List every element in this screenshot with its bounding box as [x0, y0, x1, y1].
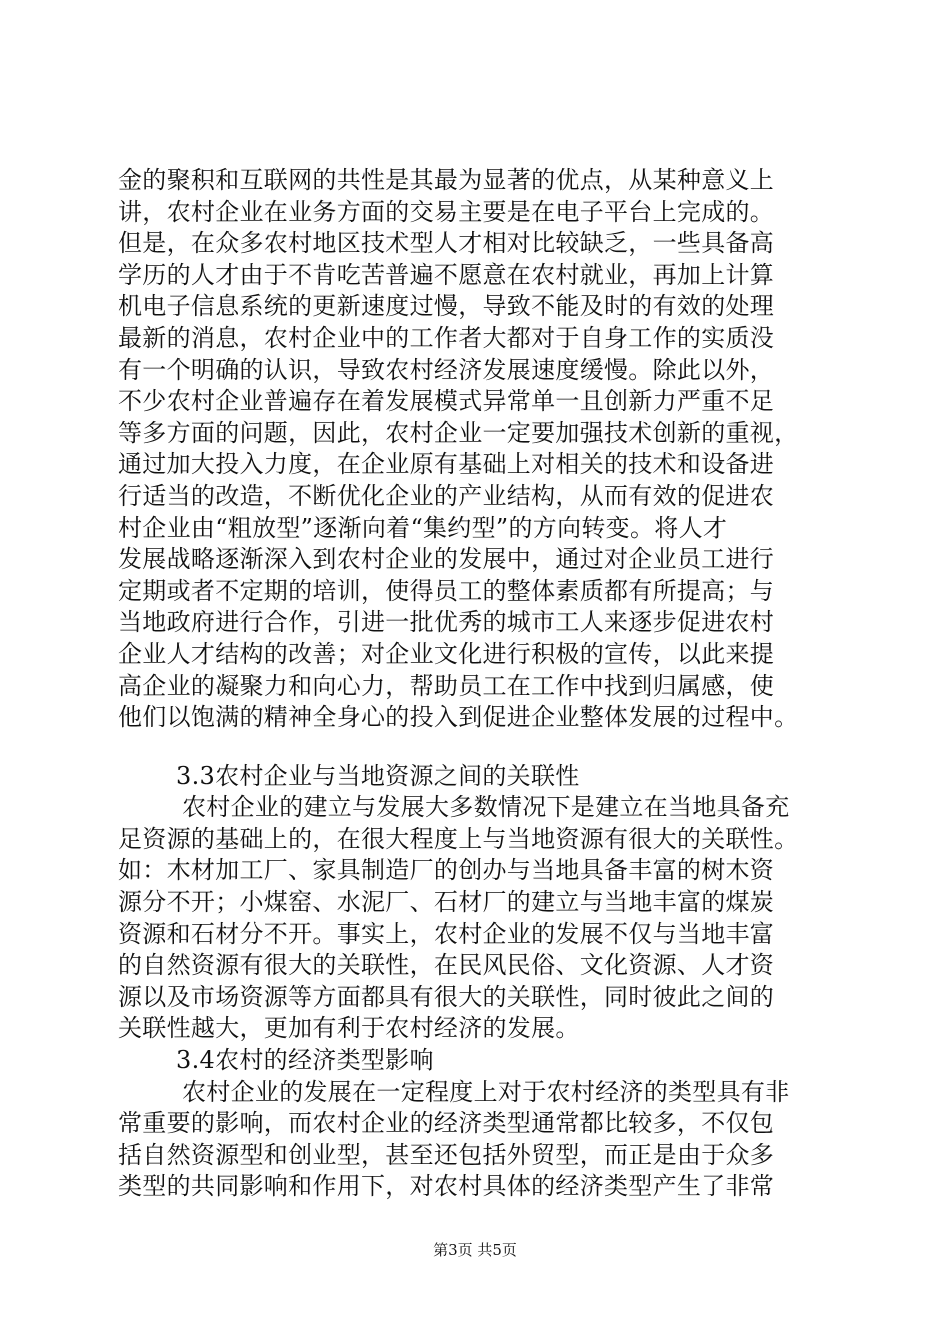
- text-line: 的自然资源有很大的关联性，在民风民俗、文化资源、人才资: [118, 951, 775, 980]
- text-line: 企业人才结构的改善；对企业文化进行积极的宣传，以此来提: [118, 639, 775, 668]
- text-line: 类型的共同影响和作用下，对农村具体的经济类型产生了非常: [118, 1172, 775, 1201]
- text-line: 关联性越大，更加有利于农村经济的发展。: [118, 1014, 580, 1043]
- text-line: 源分不开；小煤窑、水泥厂、石材厂的建立与当地丰富的煤炭: [118, 888, 775, 917]
- text-line: 常重要的影响，而农村企业的经济类型通常都比较多，不仅包: [118, 1109, 775, 1138]
- text-line: 如：木材加工厂、家具制造厂的创办与当地具备丰富的树木资: [118, 856, 775, 885]
- text-line: 高企业的凝聚力和向心力，帮助员工在工作中找到归属感，使: [118, 671, 775, 700]
- document-body: [118, 165, 838, 1203]
- text-line: 定期或者不定期的培训，使得员工的整体素质都有所提高；与: [118, 576, 775, 605]
- text-line: 不少农村企业普遍存在着发展模式异常单一且创新力严重不足: [118, 387, 775, 416]
- paragraph-local-resources: [118, 792, 838, 1045]
- paragraph-economic-types: [118, 1077, 838, 1203]
- section-heading-3-3: 3.3农村企业与当地资源之间的关联性: [176, 761, 580, 790]
- text-line: 等多方面的问题，因此，农村企业一定要加强技术创新的重视，: [118, 418, 799, 447]
- text-line: 源以及市场资源等方面都具有很大的关联性，同时彼此之间的: [118, 982, 775, 1011]
- text-line: 农村企业的发展在一定程度上对于农村经济的类型具有非: [182, 1077, 790, 1106]
- text-line: 资源和石材分不开。事实上，农村企业的发展不仅与当地丰富: [118, 919, 775, 948]
- text-line: 他们以饱满的精神全身心的投入到促进企业整体发展的过程中。: [118, 703, 799, 732]
- text-line: 但是，在众多农村地区技术型人才相对比较缺乏，一些具备高: [118, 229, 775, 258]
- text-line: 村企业由“粗放型”逐渐向着“集约型”的方向转变。将人才: [118, 513, 728, 542]
- text-line: 当地政府进行合作，引进一批优秀的城市工人来逐步促进农村: [118, 608, 775, 637]
- text-line: 有一个明确的认识，导致农村经济发展速度缓慢。除此以外，: [118, 355, 775, 384]
- text-line: 最新的消息，农村企业中的工作者大都对于自身工作的实质没: [118, 323, 775, 352]
- text-line: 通过加大投入力度，在企业原有基础上对相关的技术和设备进: [118, 450, 775, 479]
- text-line: 金的聚积和互联网的共性是其最为显著的优点，从某种意义上: [118, 166, 775, 194]
- text-line: 讲，农村企业在业务方面的交易主要是在电子平台上完成的。: [118, 197, 775, 226]
- text-line: 机电子信息系统的更新速度过慢，导致不能及时的有效的处理: [118, 292, 775, 321]
- text-line: 发展战略逐渐深入到农村企业的发展中，通过对企业员工进行: [118, 545, 775, 574]
- paragraph-technology-talent: [118, 165, 838, 734]
- text-line: 足资源的基础上的，在很大程度上与当地资源有很大的关联性。: [118, 824, 799, 853]
- text-line: 学历的人才由于不肯吃苦普遍不愿意在农村就业，再加上计算: [118, 260, 775, 289]
- text-line: 行适当的改造，不断优化企业的产业结构，从而有效的促进农: [118, 481, 775, 510]
- text-line: 括自然资源型和创业型，甚至还包括外贸型，而正是由于众多: [118, 1140, 775, 1169]
- text-line: 农村企业的建立与发展大多数情况下是建立在当地具备充: [182, 793, 790, 822]
- section-heading-3-4: 3.4农村的经济类型影响: [176, 1046, 434, 1075]
- page-footer: 第3页 共5页: [433, 1241, 517, 1259]
- paragraph-gap: [118, 734, 838, 761]
